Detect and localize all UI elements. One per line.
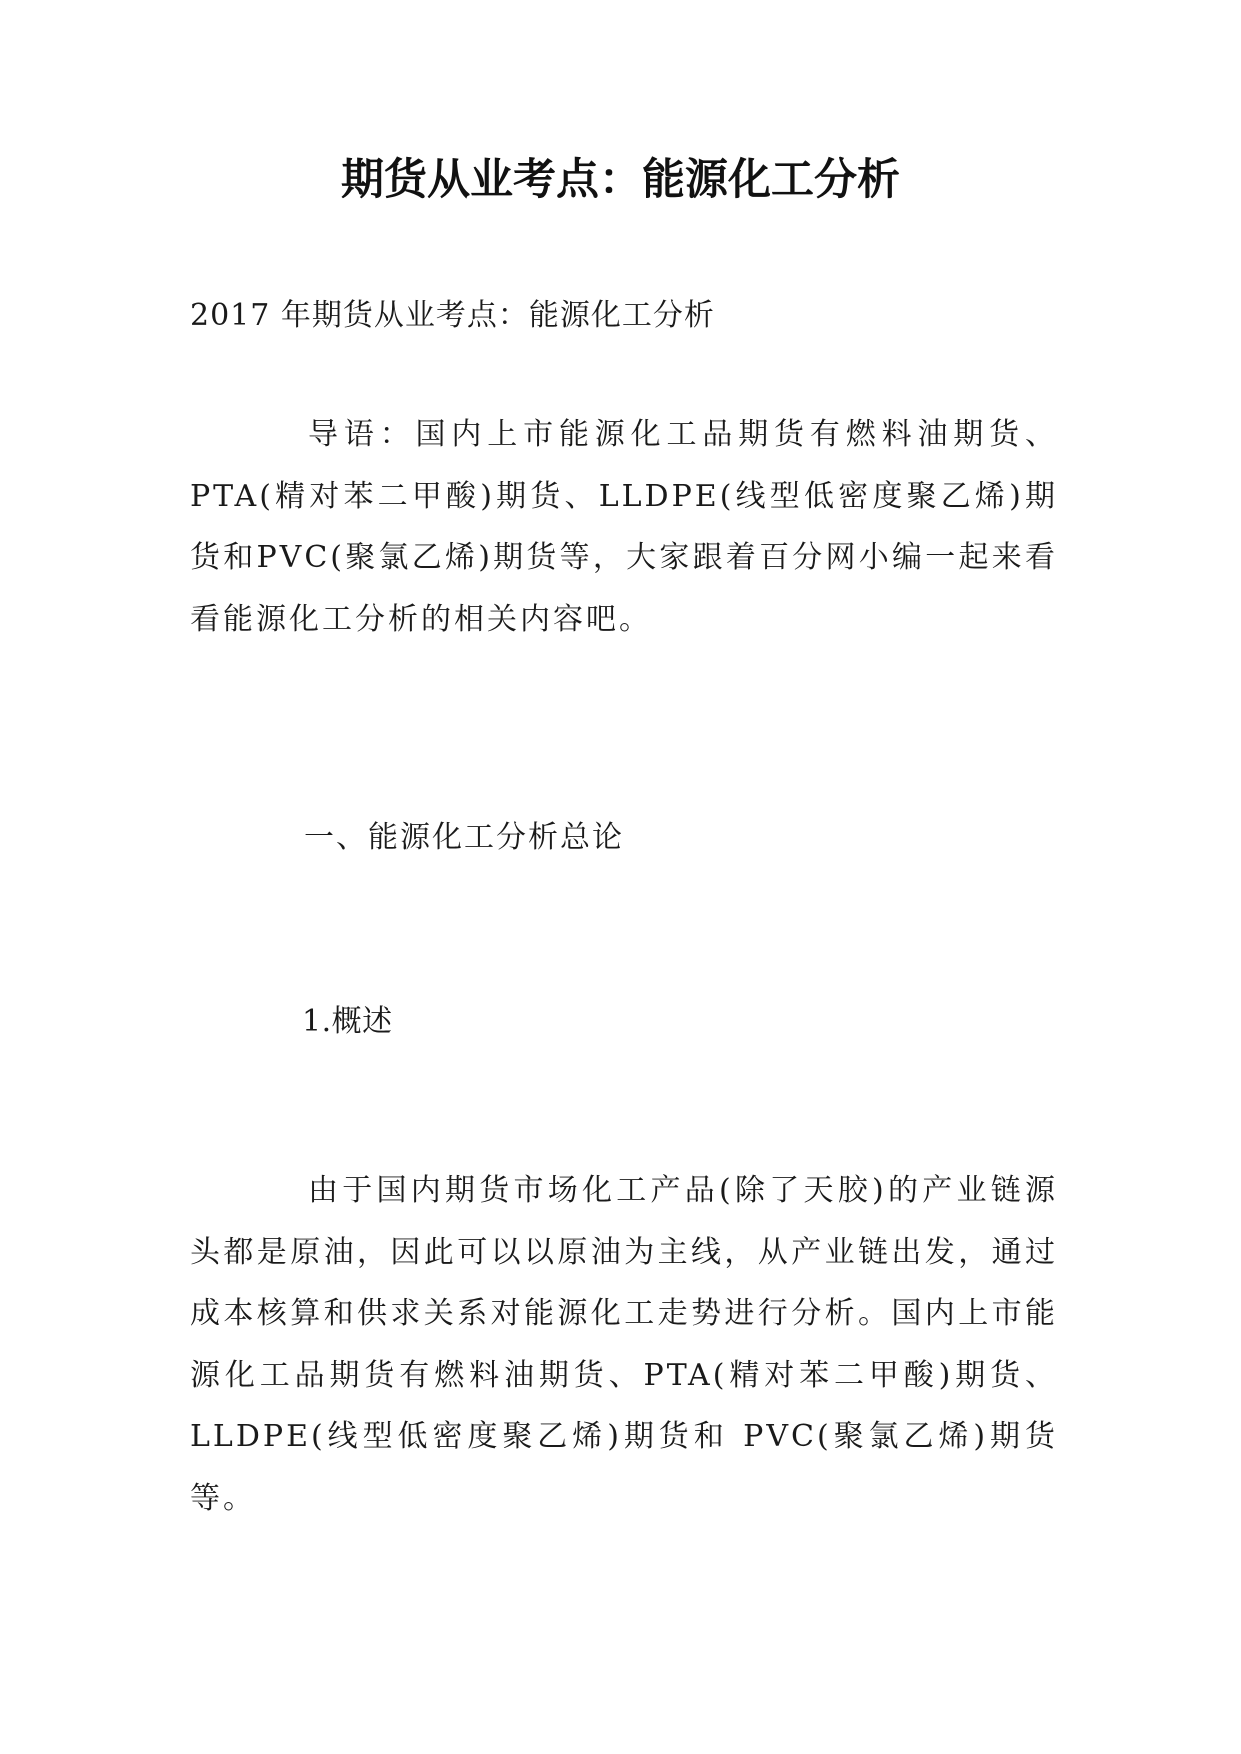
section-heading: 一、能源化工分析总论 <box>304 820 624 855</box>
intro-paragraph: 导语：国内上市能源化工品期货有燃料油期货、PTA(精对苯二甲酸)期货、LLDPE(线型低密度聚乙烯)期货和PVC(聚氯乙烯)期货等，大家跟着百分网小编一起来看看能源化工分析的相关内容吧。 <box>190 417 1058 637</box>
body-paragraph: 由于国内期货市场化工产品(除了天胶)的产业链源头都是原油，因此可以以原油为主线，从产业链出发，通过成本核算和供求关系对能源化工走势进行分析。国内上市能源化工品期货有燃料油期货、PTA(精对苯二甲酸)期货、LLDPE(线型低密度聚乙烯)期货和 PVC(聚氯乙烯)期货等。 <box>190 1173 1058 1516</box>
document-subtitle: 2017 年期货从业考点：能源化工分析 <box>190 298 715 333</box>
document-title: 期货从业考点：能源化工分析 <box>341 155 900 205</box>
sub-heading: 1.概述 <box>302 1004 393 1039</box>
